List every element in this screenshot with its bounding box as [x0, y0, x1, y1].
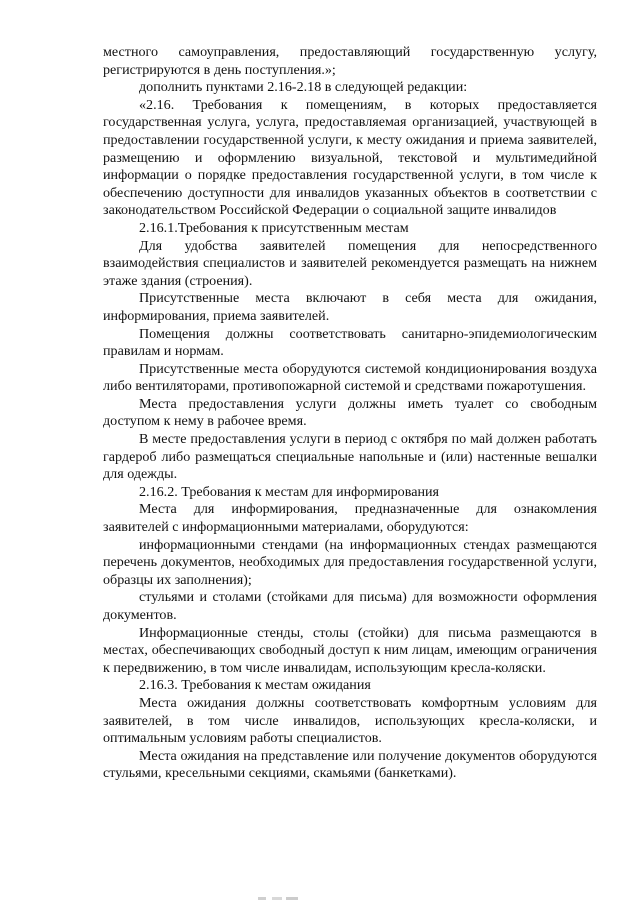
paragraph-chairs-tables: стульями и столами (стойками для письма) для возможности оформления документов.	[103, 589, 597, 623]
page-bottom-artifact	[258, 897, 298, 900]
paragraph-info-places: Места для информирования, предназначенные для ознакомления заявителей с информационными материалами, оборудуются:	[103, 501, 597, 536]
paragraph-continuation: местного самоуправления, предоставляющий государственную услугу, регистрируются в день поступления.»;	[103, 44, 597, 78]
paragraph-waiting-comfort: Места ожидания должны соответствовать комфортным условиям для заявителей, в том числе инвалидов, использующих кресла-коляски, и оптимальным условиям работы специалистов.	[103, 694, 597, 747]
paragraph-amendment-intro: дополнить пунктами 2.16-2.18 в следующей редакции:	[139, 79, 468, 96]
paragraph-stands-access: Информационные стенды, столы (стойки) для письма размещаются в местах, обеспечивающих свободный доступ к ним лицам, имеющим ограничения к передвижению, в том числе инвалидам, использующим кресла-коляски.	[103, 624, 597, 676]
paragraph-waiting-furniture: Места ожидания на представление или получение документов оборудуются стульями, кресельными секциями, скамьями (банкетками).	[103, 747, 597, 782]
paragraph-placement: Для удобства заявителей помещения для непосредственного взаимодействия специалистов и заявителей рекомендуется размещать на нижнем этаже здания (строения).	[103, 237, 597, 289]
paragraph-wardrobe: В месте предоставления услуги в период с октября по май должен работать гардероб либо размещаться специальные напольные и (или) настенные вешалки для одежды.	[103, 431, 597, 483]
paragraph-section-2-16: «2.16. Требования к помещениям, в которых предоставляется государственная услуга, услуга, предоставляемая организацией, участвующей в предоставлении государственной услуги, к месту ожидания и приема заявителей, размещению и оформлению визуальной, текстовой и мультимедийной информации о порядке предоставления государственной услуги, в том числе к обеспечению доступности для инвалидов указанных объектов в соответствии с законодательством Российской Федерации о социальной защите инвалидов	[103, 96, 597, 219]
paragraph-public-places: Присутственные места включают в себя места для ожидания, информирования, приема заявителей.	[103, 290, 597, 324]
heading-2-16-2: 2.16.2. Требования к местам для информирования	[139, 483, 440, 500]
heading-2-16-3: 2.16.3. Требования к местам ожидания	[139, 677, 371, 694]
heading-2-16-1: 2.16.1.Требования к присутственным местам	[139, 219, 409, 236]
paragraph-sanitary: Помещения должны соответствовать санитарно-эпидемиологическим правилам и нормам.	[103, 325, 597, 360]
paragraph-toilet: Места предоставления услуги должны иметь туалет со свободным доступом к нему в рабочее время.	[103, 395, 597, 430]
document-page	[103, 44, 597, 783]
paragraph-ventilation: Присутственные места оборудуются системой кондиционирования воздуха либо вентиляторами, противопожарной системой и средствами пожаротушения.	[103, 360, 597, 395]
paragraph-info-stands: информационными стендами (на информационных стендах размещаются перечень документов, необходимых для предоставления государственной услуги, образцы их заполнения);	[103, 536, 597, 588]
